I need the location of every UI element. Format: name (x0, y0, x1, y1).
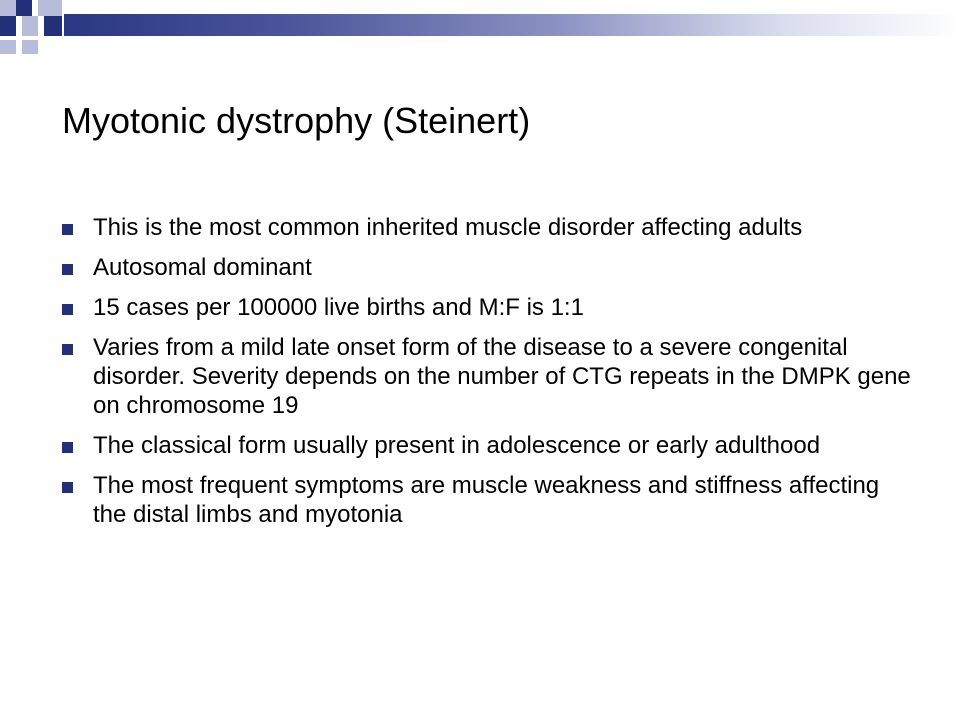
decor-square-light (0, 0, 16, 16)
square-bullet-icon (62, 224, 73, 235)
list-item (62, 471, 912, 529)
bullet-text: 15 cases per 100000 live births and M:F is 1:1 (93, 294, 584, 321)
bullet-list (62, 213, 912, 540)
square-bullet-icon (62, 264, 73, 275)
bullet-text: This is the most common inherited muscle disorder affecting adults (93, 214, 803, 241)
bullet-text: The classical form usually present in adolescence or early adulthood (93, 432, 821, 459)
list-item (62, 213, 912, 242)
bullet-text: Varies from a mild late onset form of the disease to a severe congenital disorder. Severity depends on the number of CTG repeats in the DMPK gene on chromosome 19 (93, 334, 911, 419)
square-bullet-icon (62, 482, 73, 493)
list-item (62, 333, 912, 420)
square-bullet-icon (62, 344, 73, 355)
decor-square-navy (16, 0, 32, 16)
bullet-text: Autosomal dominant (93, 254, 312, 281)
decor-square-light (22, 40, 38, 54)
square-bullet-icon (62, 304, 73, 315)
decor-square-light (38, 0, 62, 16)
decor-square-navy (0, 16, 16, 36)
header-decoration (0, 0, 960, 70)
header-gradient-bar (64, 14, 960, 36)
bullet-text: The most frequent symptoms are muscle weakness and stiffness affecting the distal limbs and myotonia (93, 472, 880, 528)
slide-title: Myotonic dystrophy (Steinert) (62, 100, 531, 141)
list-item (62, 293, 912, 322)
decor-square-light (22, 16, 38, 36)
decor-square-light (0, 40, 16, 54)
square-bullet-icon (62, 442, 73, 453)
list-item (62, 431, 912, 460)
decor-square-navy (44, 16, 62, 36)
list-item (62, 253, 912, 282)
